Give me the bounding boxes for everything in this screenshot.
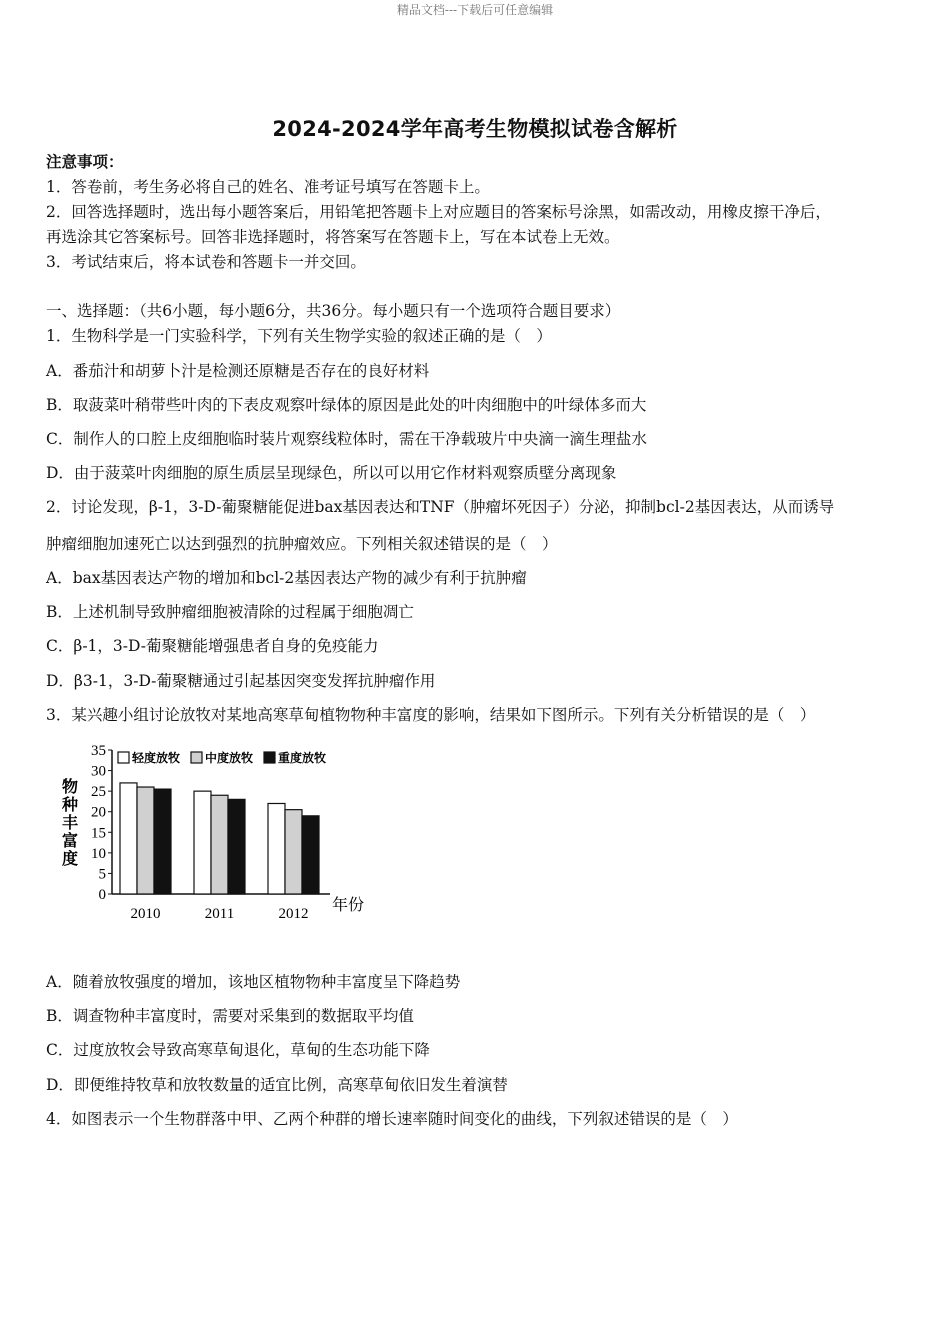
species-richness-chart bbox=[58, 738, 365, 928]
legend-label: 重度放牧 bbox=[278, 751, 327, 765]
legend-label: 中度放牧 bbox=[205, 751, 254, 765]
question-2-stem-cont: 肿瘤细胞加速死亡以达到强烈的抗肿瘤效应。下列相关叙述错误的是（ ） bbox=[46, 535, 558, 553]
section-heading: 一、选择题：（共6小题，每小题6分，共36分。每小题只有一个选项符合题目要求） bbox=[46, 302, 621, 320]
legend-swatch bbox=[118, 752, 129, 763]
bar bbox=[120, 783, 137, 894]
question-2-option-b: B．上述机制导致肿瘤细胞被清除的过程属于细胞凋亡 bbox=[46, 603, 414, 621]
question-1-option-c: C．制作人的口腔上皮细胞临时装片观察线粒体时，需在干净载玻片中央滴一滴生理盐水 bbox=[46, 430, 647, 448]
bar bbox=[154, 789, 171, 894]
y-tick-label: 5 bbox=[98, 866, 106, 883]
y-tick-label: 35 bbox=[91, 743, 106, 759]
legend-swatch bbox=[191, 752, 202, 763]
bar bbox=[137, 787, 154, 894]
x-axis-label: 年份 bbox=[332, 897, 365, 914]
notice-item: 2．回答选择题时，选出每小题答案后，用铅笔把答题卡上对应题目的答案标号涂黑，如需改动，用橡皮擦干净后， bbox=[46, 203, 831, 221]
question-1-option-b: B．取菠菜叶稍带些叶肉的下表皮观察叶绿体的原因是此处的叶肉细胞中的叶绿体多而大 bbox=[46, 396, 647, 414]
y-axis-label: 种 bbox=[61, 797, 79, 814]
notice-heading: 注意事项： bbox=[46, 152, 124, 171]
y-axis-label: 丰 bbox=[61, 815, 79, 832]
y-tick-label: 0 bbox=[98, 887, 106, 903]
question-2-stem: 2．讨论发现，β-1，3-D-葡聚糖能促进bax基因表达和TNF（肿瘤坏死因子）分泌，抑制bcl-2基因表达，从而诱导 bbox=[46, 498, 835, 516]
bar bbox=[194, 791, 211, 894]
y-tick-label: 20 bbox=[91, 804, 106, 821]
question-2-option-c: C．β-1，3-D-葡聚糖能增强患者自身的免疫能力 bbox=[46, 637, 379, 655]
question-1-option-a: A．番茄汁和胡萝卜汁是检测还原糖是否存在的良好材料 bbox=[46, 362, 430, 380]
page-header: 精品文档---下载后可任意编辑 bbox=[396, 3, 554, 17]
y-tick-label: 30 bbox=[91, 763, 106, 780]
question-1-stem: 1．生物科学是一门实验科学，下列有关生物学实验的叙述正确的是（ ） bbox=[46, 327, 552, 345]
bar bbox=[268, 803, 285, 894]
page-title: 2024-2024学年高考生物模拟试卷含解析 bbox=[272, 117, 678, 141]
y-tick-label: 10 bbox=[91, 845, 106, 862]
bar bbox=[228, 799, 245, 894]
legend-swatch bbox=[264, 752, 275, 763]
y-tick-label: 15 bbox=[91, 825, 106, 842]
bar bbox=[285, 810, 302, 894]
y-axis-label: 富 bbox=[61, 833, 79, 850]
question-3-option-d: D．即便维持牧草和放牧数量的适宜比例，高寒草甸依旧发生着演替 bbox=[46, 1076, 508, 1094]
legend-label: 轻度放牧 bbox=[132, 751, 181, 765]
question-4-stem: 4．如图表示一个生物群落中甲、乙两个种群的增长速率随时间变化的曲线，下列叙述错误的是（ ） bbox=[46, 1110, 738, 1128]
y-axis-label: 物 bbox=[61, 779, 79, 796]
y-tick-label: 25 bbox=[91, 784, 106, 801]
x-tick-label: 2010 bbox=[130, 906, 161, 922]
question-3-option-c: C．过度放牧会导致高寒草甸退化，草甸的生态功能下降 bbox=[46, 1041, 430, 1059]
notice-item: 再选涂其它答案标号。回答非选择题时，将答案写在答题卡上，写在本试卷上无效。 bbox=[46, 228, 620, 246]
x-tick-label: 2012 bbox=[278, 906, 309, 922]
bar bbox=[211, 795, 228, 894]
y-axis-label: 度 bbox=[61, 851, 79, 868]
question-2-option-a: A．bax基因表达产物的增加和bcl-2基因表达产物的减少有利于抗肿瘤 bbox=[46, 569, 527, 587]
notice-item: 1．答卷前，考生务必将自己的姓名、准考证号填写在答题卡上。 bbox=[46, 178, 490, 196]
question-2-option-d: D．β3-1，3-D-葡聚糖通过引起基因突变发挥抗肿瘤作用 bbox=[46, 672, 436, 690]
question-3-option-b: B．调查物种丰富度时，需要对采集到的数据取平均值 bbox=[46, 1007, 414, 1025]
question-3-stem: 3．某兴趣小组讨论放牧对某地高寒草甸植物物种丰富度的影响，结果如下图所示。下列有关分析错误的是（ ） bbox=[46, 706, 816, 724]
bar bbox=[302, 816, 319, 894]
x-tick-label: 2011 bbox=[204, 906, 235, 922]
question-1-option-d: D．由于菠菜叶肉细胞的原生质层呈现绿色，所以可以用它作材料观察质壁分离现象 bbox=[46, 464, 617, 482]
notice-item: 3．考试结束后，将本试卷和答题卡一并交回。 bbox=[46, 253, 366, 271]
question-3-option-a: A．随着放牧强度的增加，该地区植物物种丰富度呈下降趋势 bbox=[46, 973, 461, 991]
